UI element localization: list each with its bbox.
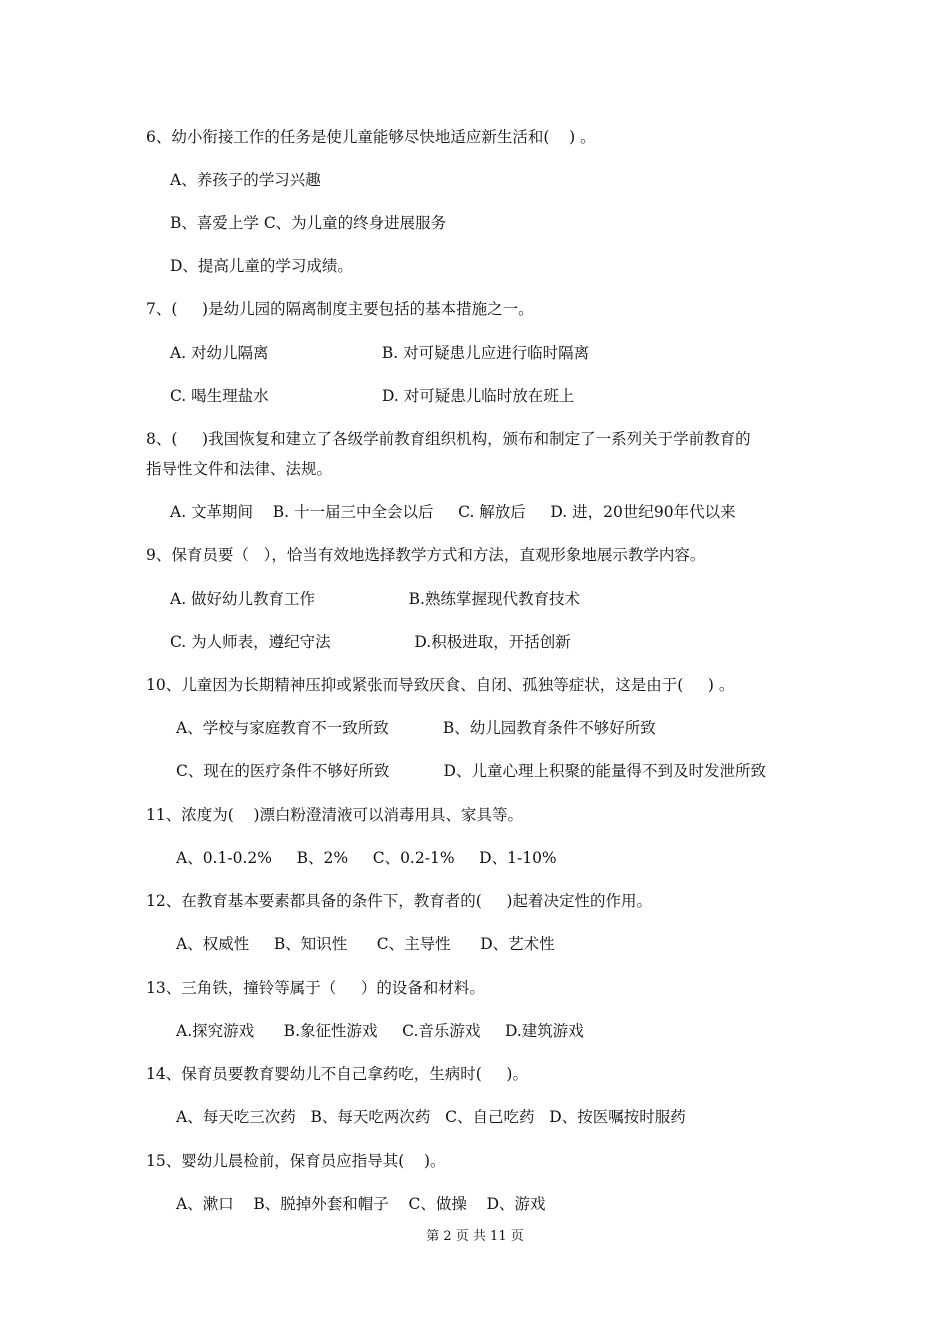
question-7-stem: 7、( )是幼儿园的隔离制度主要包括的基本措施之一。 [146, 300, 534, 318]
question-9-options-ab: A. 做好幼儿教育工作 B.熟练掌握现代教育技术 [170, 590, 580, 608]
question-13-options: A.探究游戏 B.象征性游戏 C.音乐游戏 D.建筑游戏 [176, 1022, 584, 1040]
question-15-stem: 15、婴幼儿晨检前，保育员应指导其( )。 [146, 1152, 446, 1170]
question-10-options-cd: C、现在的医疗条件不够好所致 D、儿童心理上积聚的能量得不到及时发泄所致 [176, 762, 766, 780]
question-10-stem: 10、儿童因为长期精神压抑或紧张而导致厌食、自闭、孤独等症状，这是由于( ) 。 [146, 676, 735, 694]
question-6-stem: 6、幼小衔接工作的任务是使儿童能够尽快地适应新生活和( ) 。 [146, 128, 596, 146]
question-14-options: A、每天吃三次药 B、每天吃两次药 C、自己吃药 D、按医嘱按时服药 [176, 1108, 686, 1126]
question-9-options-cd: C. 为人师表，遵纪守法 D.积极进取，开括创新 [170, 633, 571, 651]
question-8-stem-line-2: 指导性文件和法律、法规。 [146, 460, 333, 478]
question-6-option-a: A、养孩子的学习兴趣 [170, 171, 321, 189]
question-7-options-ab: A. 对幼儿隔离 B. 对可疑患儿应进行临时隔离 [170, 344, 590, 362]
page-number-footer: 第 2 页 共 11 页 [426, 1229, 524, 1244]
question-6-option-bc: B、喜爱上学 C、为儿童的终身进展服务 [170, 214, 447, 232]
question-14-stem: 14、保育员要教育婴幼儿不自己拿药吃，生病时( )。 [146, 1065, 528, 1083]
question-7-options-cd: C. 喝生理盐水 D. 对可疑患儿临时放在班上 [170, 387, 575, 405]
question-11-stem: 11、浓度为( )漂白粉澄清液可以消毒用具、家具等。 [146, 806, 524, 824]
question-8-stem-line-1: 8、( )我国恢复和建立了各级学前教育组织机构，颁布和制定了一系列关于学前教育的 [146, 430, 751, 448]
question-12-options: A、权威性 B、知识性 C、主导性 D、艺术性 [176, 935, 555, 953]
question-15-options: A、漱口 B、脱掉外套和帽子 C、做操 D、游戏 [176, 1195, 546, 1213]
question-6-option-d: D、提高儿童的学习成绩。 [170, 257, 353, 275]
question-12-stem: 12、在教育基本要素都具备的条件下，教育者的( )起着决定性的作用。 [146, 892, 652, 910]
question-8-options: A. 文革期间 B. 十一届三中全会以后 C. 解放后 D. 进，20世纪90年代以来 [170, 503, 736, 521]
question-11-options: A、0.1-0.2% B、2% C、0.2-1% D、1-10% [176, 849, 557, 867]
question-13-stem: 13、三角铁，撞铃等属于（ ）的设备和材料。 [146, 979, 485, 997]
question-10-options-ab: A、学校与家庭教育不一致所致 B、幼儿园教育条件不够好所致 [176, 719, 656, 737]
question-9-stem: 9、保育员要（ ），恰当有效地选择教学方式和方法，直观形象地展示教学内容。 [146, 546, 706, 564]
